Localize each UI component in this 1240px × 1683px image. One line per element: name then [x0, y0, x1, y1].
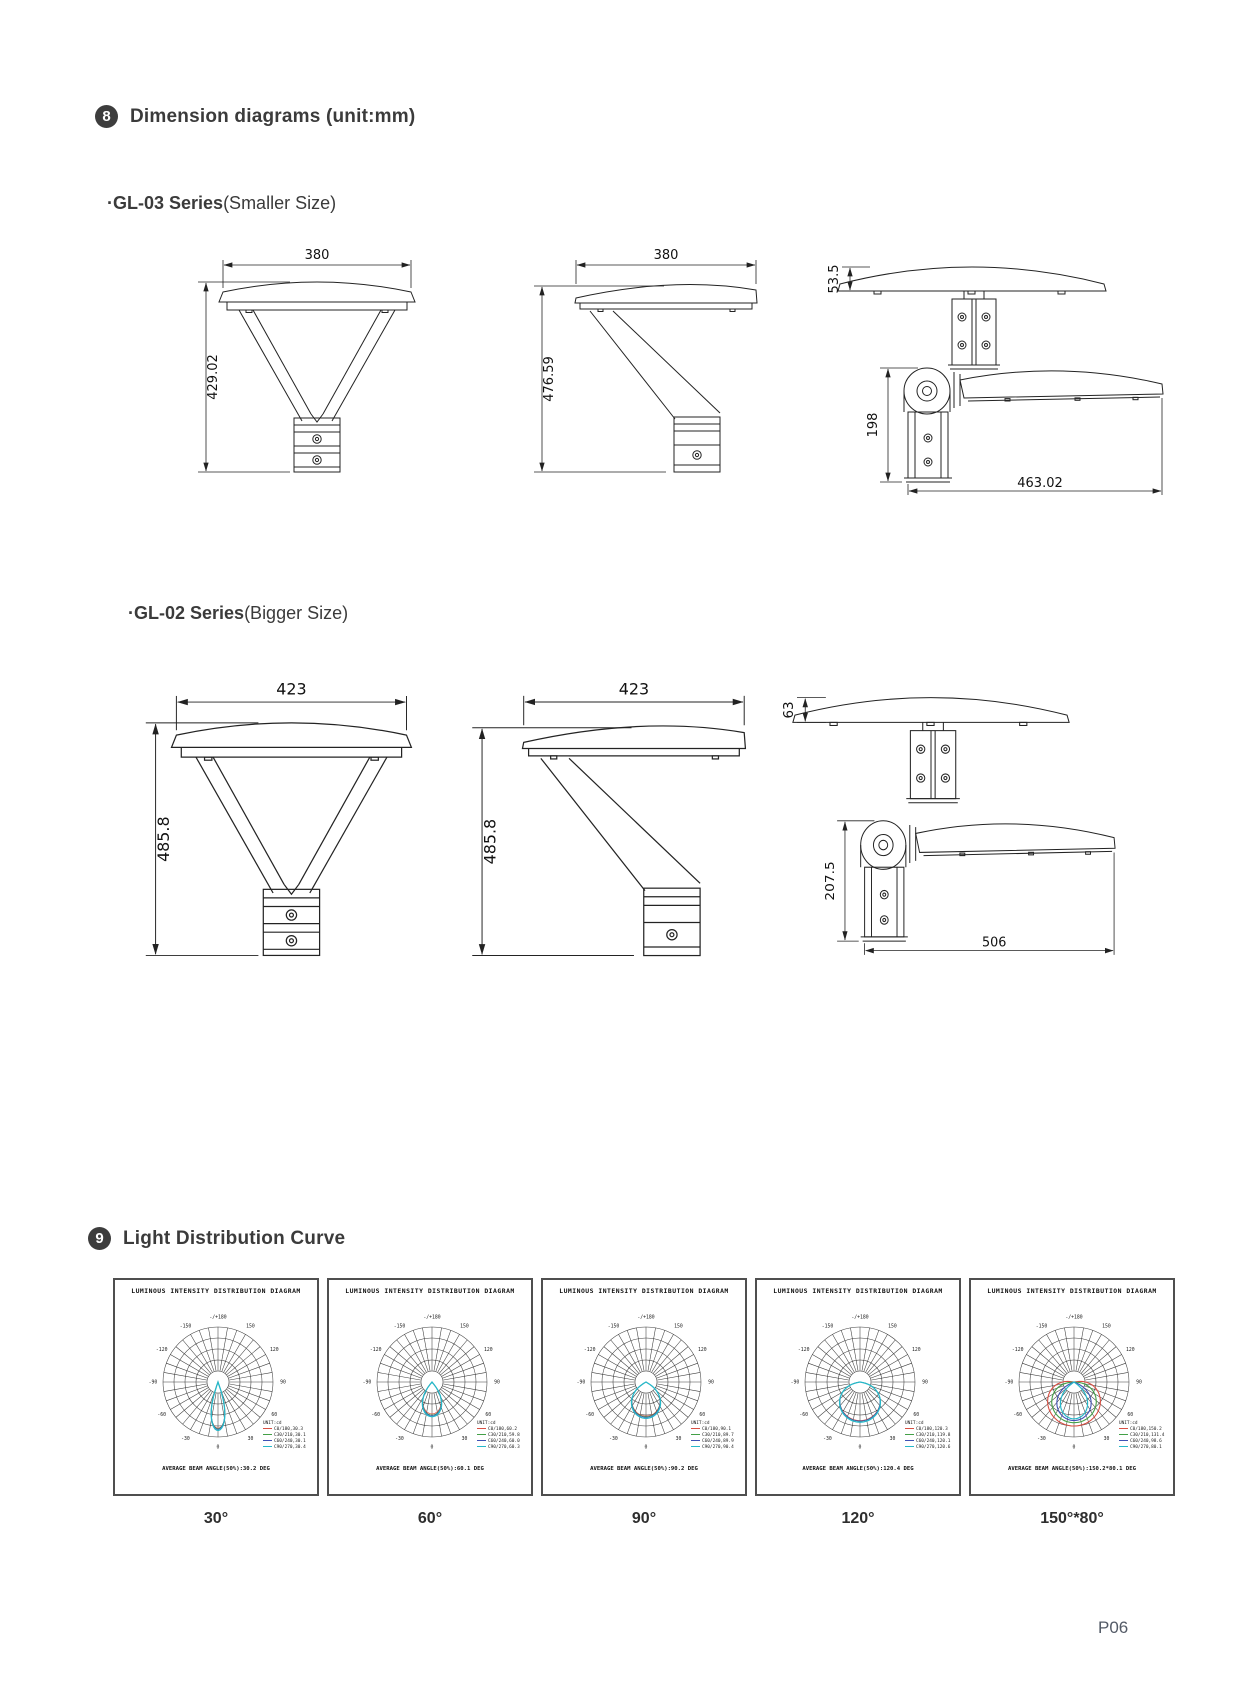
light-distribution-panel-120 — [755, 1278, 961, 1496]
gl03-series-label — [107, 193, 336, 214]
svg-text:-120: -120 — [1011, 1348, 1024, 1354]
light-distribution-panel-150x80 — [969, 1278, 1175, 1496]
gl03-front-view-drawing — [190, 234, 440, 474]
svg-text:0: 0 — [216, 1445, 220, 1451]
gl03-arm-height-label: 198 — [866, 412, 881, 438]
svg-text:C60/240,89.9: C60/240,89.9 — [702, 1439, 734, 1444]
svg-text:60: 60 — [913, 1413, 920, 1419]
section-9-title: Light Distribution Curve — [123, 1227, 346, 1249]
svg-text:C90/270,90.4: C90/270,90.4 — [702, 1445, 734, 1450]
svg-text:UNIT:cd: UNIT:cd — [477, 1421, 496, 1426]
gl02-series-name: ·GL-02 Series — [128, 603, 245, 623]
beam-label-150x80: 150°*80° — [1040, 1510, 1104, 1527]
svg-text:90: 90 — [708, 1380, 714, 1386]
svg-text:0: 0 — [858, 1445, 862, 1451]
light-distribution-panel-60 — [327, 1278, 533, 1496]
svg-text:120: 120 — [697, 1348, 707, 1354]
polar-chart-30 — [115, 1296, 321, 1462]
polar-chart-90 — [543, 1296, 749, 1462]
svg-text:C0/180,90.1: C0/180,90.1 — [702, 1427, 732, 1432]
gl03-arm-profile-drawing — [830, 354, 1166, 498]
svg-text:0: 0 — [430, 1445, 434, 1451]
svg-text:-30: -30 — [181, 1436, 190, 1442]
svg-text:C60/240,60.0: C60/240,60.0 — [488, 1439, 520, 1444]
svg-text:-150: -150 — [1035, 1324, 1048, 1330]
svg-text:90: 90 — [922, 1380, 928, 1386]
svg-text:UNIT:cd: UNIT:cd — [691, 1421, 710, 1426]
svg-text:-30: -30 — [1037, 1436, 1046, 1442]
svg-text:0: 0 — [644, 1445, 648, 1451]
svg-text:120: 120 — [269, 1348, 279, 1354]
svg-text:-30: -30 — [823, 1436, 832, 1442]
svg-text:-120: -120 — [583, 1348, 596, 1354]
beam-label-30: 30° — [203, 1510, 229, 1527]
light-distribution-panels — [113, 1278, 1175, 1496]
svg-text:60: 60 — [485, 1413, 492, 1419]
gl03-arm-length-label: 463.02 — [1017, 476, 1063, 491]
svg-text:-90: -90 — [362, 1380, 372, 1386]
beam-label-120: 120° — [841, 1510, 875, 1527]
panel-title: LUMINOUS INTENSITY DISTRIBUTION DIAGRAM — [773, 1287, 943, 1295]
svg-text:C60/240,30.1: C60/240,30.1 — [274, 1439, 306, 1444]
svg-text:60: 60 — [699, 1413, 706, 1419]
panel-caption: AVERAGE BEAM ANGLE(50%):60.1 DEG — [376, 1466, 484, 1472]
gl02-side-view-drawing — [460, 664, 754, 958]
gl02-side-height-label: 485.8 — [480, 818, 500, 865]
svg-text:150: 150 — [888, 1324, 897, 1330]
section-9-badge: 9 — [88, 1227, 111, 1250]
svg-text:120: 120 — [483, 1348, 493, 1354]
polar-chart-60 — [329, 1296, 535, 1462]
svg-text:C60/240,98.6: C60/240,98.6 — [1130, 1439, 1162, 1444]
section-dimension-header — [95, 105, 415, 128]
light-distribution-panel-90 — [541, 1278, 747, 1496]
svg-text:-150: -150 — [393, 1324, 406, 1330]
svg-text:0: 0 — [1072, 1445, 1076, 1451]
svg-text:-/+180: -/+180 — [1065, 1315, 1083, 1321]
gl03-series-name: ·GL-03 Series — [107, 193, 224, 213]
svg-text:C90/270,120.6: C90/270,120.6 — [916, 1445, 951, 1450]
gl02-series-size-note: (Bigger Size) — [244, 603, 349, 623]
svg-text:-/+180: -/+180 — [637, 1315, 655, 1321]
svg-text:90: 90 — [494, 1380, 500, 1386]
gl02-arm-height-label: 207.5 — [823, 861, 839, 901]
gl02-front-height-label: 485.8 — [154, 816, 174, 862]
svg-text:-90: -90 — [1004, 1380, 1014, 1386]
svg-text:-150: -150 — [607, 1324, 620, 1330]
svg-text:-/+180: -/+180 — [423, 1315, 441, 1321]
svg-text:UNIT:cd: UNIT:cd — [905, 1421, 924, 1426]
svg-text:150: 150 — [674, 1324, 683, 1330]
section-curve-header — [88, 1227, 345, 1250]
svg-text:-/+180: -/+180 — [851, 1315, 869, 1321]
svg-text:UNIT:cd: UNIT:cd — [263, 1421, 282, 1426]
svg-text:UNIT:cd: UNIT:cd — [1119, 1421, 1138, 1426]
light-distribution-panel-30 — [113, 1278, 319, 1496]
svg-text:-60: -60 — [371, 1413, 381, 1419]
page-number: P06 — [1098, 1618, 1129, 1637]
svg-text:C30/210,119.8: C30/210,119.8 — [916, 1433, 951, 1438]
svg-text:-/+180: -/+180 — [209, 1315, 227, 1321]
panel-title: LUMINOUS INTENSITY DISTRIBUTION DIAGRAM — [987, 1287, 1157, 1295]
svg-text:-60: -60 — [157, 1413, 167, 1419]
panel-caption: AVERAGE BEAM ANGLE(50%):120.4 DEG — [802, 1466, 914, 1472]
svg-text:-150: -150 — [179, 1324, 192, 1330]
gl03-front-height-label: 429.02 — [206, 354, 221, 400]
svg-text:-120: -120 — [369, 1348, 382, 1354]
panel-title: LUMINOUS INTENSITY DISTRIBUTION DIAGRAM — [345, 1287, 515, 1295]
svg-text:-60: -60 — [799, 1413, 809, 1419]
svg-text:-120: -120 — [155, 1348, 168, 1354]
gl02-side-width-label: 423 — [618, 679, 650, 699]
svg-text:90: 90 — [280, 1380, 286, 1386]
svg-text:-90: -90 — [790, 1380, 800, 1386]
svg-text:120: 120 — [911, 1348, 921, 1354]
beam-label-90: 90° — [631, 1510, 657, 1527]
panel-title: LUMINOUS INTENSITY DISTRIBUTION DIAGRAM — [559, 1287, 729, 1295]
svg-text:C30/210,30.1: C30/210,30.1 — [274, 1433, 306, 1438]
svg-text:C0/180,150.2: C0/180,150.2 — [1130, 1427, 1162, 1432]
svg-text:-90: -90 — [148, 1380, 158, 1386]
gl02-front-view-drawing — [136, 664, 442, 958]
svg-text:C30/210,131.4: C30/210,131.4 — [1130, 1433, 1165, 1438]
gl02-cap-profile-drawing — [780, 676, 1082, 810]
svg-text:-60: -60 — [585, 1413, 595, 1419]
svg-text:30: 30 — [889, 1436, 896, 1442]
polar-chart-150x80 — [971, 1296, 1177, 1462]
panel-caption: AVERAGE BEAM ANGLE(50%):150.2*80.1 DEG — [1008, 1466, 1136, 1472]
beam-angle-labels — [113, 1510, 1175, 1528]
svg-text:90: 90 — [1136, 1380, 1142, 1386]
svg-text:C0/180,60.2: C0/180,60.2 — [488, 1427, 518, 1432]
svg-text:150: 150 — [246, 1324, 255, 1330]
svg-text:-90: -90 — [576, 1380, 586, 1386]
panel-caption: AVERAGE BEAM ANGLE(50%):90.2 DEG — [590, 1466, 698, 1472]
svg-text:150: 150 — [460, 1324, 469, 1330]
svg-text:30: 30 — [461, 1436, 468, 1442]
gl02-cap-height-label: 63 — [781, 701, 797, 719]
svg-text:120: 120 — [1125, 1348, 1135, 1354]
svg-text:C0/180,120.3: C0/180,120.3 — [916, 1427, 948, 1432]
gl03-cap-height-label: 53.5 — [827, 264, 842, 294]
svg-text:C90/270,80.1: C90/270,80.1 — [1130, 1445, 1162, 1450]
svg-text:C30/210,59.8: C30/210,59.8 — [488, 1433, 520, 1438]
panel-caption: AVERAGE BEAM ANGLE(50%):30.2 DEG — [162, 1466, 270, 1472]
gl02-arm-length-label: 506 — [982, 935, 1007, 951]
svg-text:30: 30 — [247, 1436, 254, 1442]
gl03-side-height-label: 476.59 — [542, 356, 557, 402]
gl03-series-size-note: (Smaller Size) — [223, 193, 337, 213]
svg-text:30: 30 — [675, 1436, 682, 1442]
section-8-title: Dimension diagrams (unit:mm) — [130, 105, 416, 127]
gl02-series-label — [128, 603, 348, 624]
gl02-front-width-label: 423 — [276, 679, 307, 699]
svg-text:C90/270,30.4: C90/270,30.4 — [274, 1445, 306, 1450]
svg-text:C60/240,120.1: C60/240,120.1 — [916, 1439, 951, 1444]
section-8-badge: 8 — [95, 105, 118, 128]
gl02-arm-profile-drawing — [788, 806, 1118, 958]
svg-text:C90/270,60.3: C90/270,60.3 — [488, 1445, 520, 1450]
svg-text:-120: -120 — [797, 1348, 810, 1354]
svg-text:-30: -30 — [609, 1436, 618, 1442]
svg-text:-30: -30 — [395, 1436, 404, 1442]
svg-text:C0/180,30.3: C0/180,30.3 — [274, 1427, 304, 1432]
svg-text:60: 60 — [1127, 1413, 1134, 1419]
svg-text:30: 30 — [1103, 1436, 1110, 1442]
svg-text:150: 150 — [1102, 1324, 1111, 1330]
gl03-front-width-label: 380 — [304, 248, 330, 263]
svg-text:-150: -150 — [821, 1324, 834, 1330]
beam-label-60: 60° — [417, 1510, 443, 1527]
gl03-side-width-label: 380 — [653, 248, 679, 263]
svg-text:60: 60 — [271, 1413, 278, 1419]
svg-text:-60: -60 — [1013, 1413, 1023, 1419]
polar-chart-120 — [757, 1296, 963, 1462]
gl03-side-view-drawing — [524, 234, 764, 474]
svg-text:C30/210,89.7: C30/210,89.7 — [702, 1433, 734, 1438]
panel-title: LUMINOUS INTENSITY DISTRIBUTION DIAGRAM — [131, 1287, 301, 1295]
